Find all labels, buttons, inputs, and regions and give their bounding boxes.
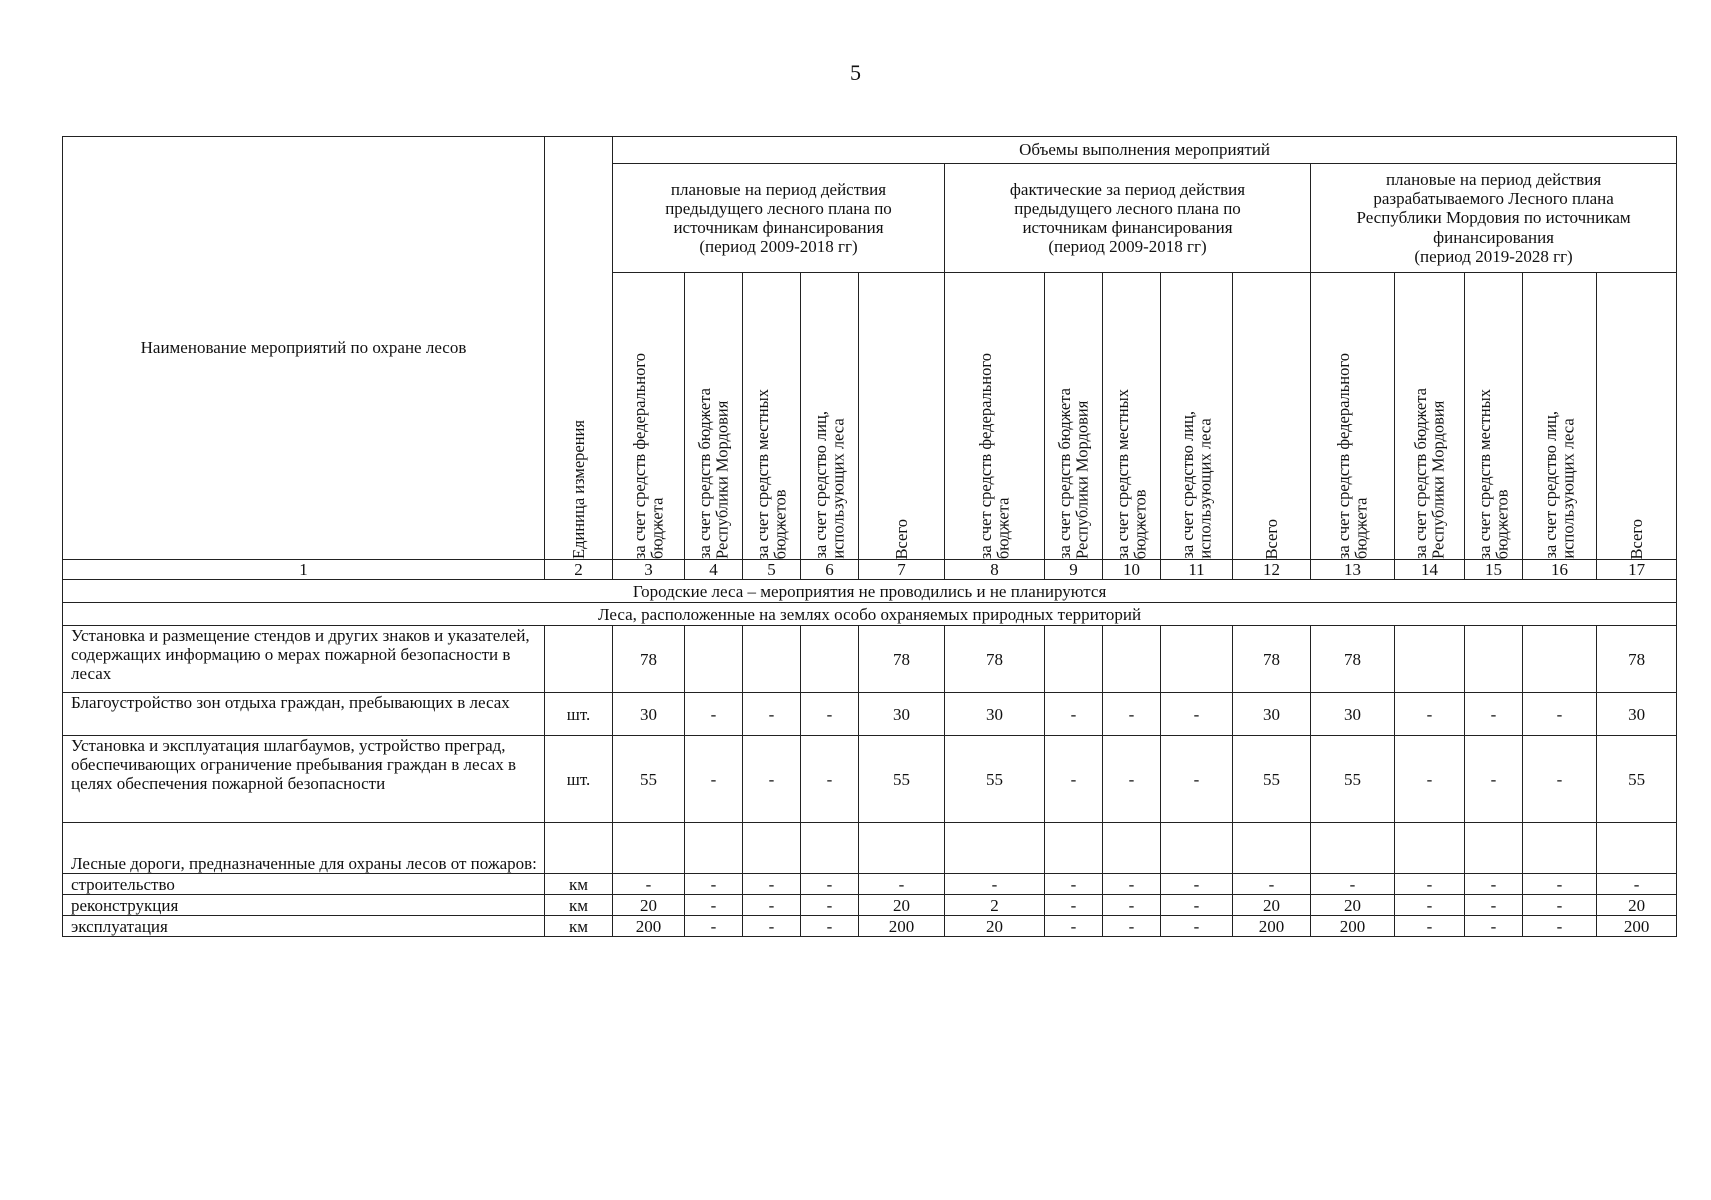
value-cell: - xyxy=(1523,693,1597,736)
column-number: 10 xyxy=(1103,560,1161,580)
value-cell: 20 xyxy=(945,916,1045,937)
unit-cell xyxy=(545,626,613,693)
section-city-forests: Городские леса – мероприятия не проводились и не планируются xyxy=(63,580,1677,603)
value-cell: - xyxy=(1161,874,1233,895)
sub-header-regional: за счет средств бюджета Республики Мордовия xyxy=(1395,273,1465,560)
table-row xyxy=(63,823,1677,874)
unit-cell xyxy=(545,823,613,874)
value-cell xyxy=(945,823,1045,874)
column-number: 12 xyxy=(1233,560,1311,580)
value-cell: - xyxy=(1395,736,1465,823)
value-cell: - xyxy=(685,693,743,736)
table-row xyxy=(63,874,1677,895)
table-row xyxy=(63,916,1677,937)
value-cell: - xyxy=(801,874,859,895)
column-number: 6 xyxy=(801,560,859,580)
column-number: 16 xyxy=(1523,560,1597,580)
value-cell: - xyxy=(801,693,859,736)
value-cell: - xyxy=(1161,736,1233,823)
column-number: 11 xyxy=(1161,560,1233,580)
value-cell xyxy=(801,626,859,693)
value-cell: 30 xyxy=(859,693,945,736)
sub-header-local: за счет средств местных бюджетов xyxy=(1103,273,1161,560)
value-cell xyxy=(1103,823,1161,874)
value-cell: - xyxy=(1103,874,1161,895)
sub-header-federal: за счет средств федерального бюджета xyxy=(1311,273,1395,560)
table-row xyxy=(63,895,1677,916)
value-cell: 2 xyxy=(945,895,1045,916)
page-number: 5 xyxy=(850,60,861,85)
value-cell xyxy=(1161,626,1233,693)
value-cell xyxy=(801,823,859,874)
value-cell xyxy=(685,626,743,693)
value-cell: - xyxy=(1395,916,1465,937)
sub-header-local: за счет средств местных бюджетов xyxy=(743,273,801,560)
column-number: 5 xyxy=(743,560,801,580)
table-row xyxy=(63,693,1677,736)
value-cell xyxy=(1523,626,1597,693)
value-cell: - xyxy=(1395,895,1465,916)
value-cell: - xyxy=(1395,693,1465,736)
value-cell xyxy=(1395,823,1465,874)
value-cell: 200 xyxy=(1597,916,1677,937)
value-cell xyxy=(1045,626,1103,693)
value-cell: - xyxy=(1465,874,1523,895)
value-cell: 30 xyxy=(1311,693,1395,736)
value-cell: - xyxy=(1233,874,1311,895)
value-cell: - xyxy=(1465,693,1523,736)
value-cell: 200 xyxy=(613,916,685,937)
value-cell: - xyxy=(1523,874,1597,895)
value-cell: 55 xyxy=(1233,736,1311,823)
activity-name: эксплуатация xyxy=(63,916,545,937)
value-cell: - xyxy=(1465,736,1523,823)
value-cell: 78 xyxy=(613,626,685,693)
sub-header-users: за счет средство лиц, использующих леса xyxy=(1161,273,1233,560)
value-cell: - xyxy=(1103,895,1161,916)
forest-protection-table xyxy=(62,136,1677,937)
value-cell: - xyxy=(1465,916,1523,937)
value-cell xyxy=(1045,823,1103,874)
value-cell: - xyxy=(685,736,743,823)
value-cell xyxy=(1395,626,1465,693)
value-cell: 30 xyxy=(1233,693,1311,736)
value-cell xyxy=(743,823,801,874)
value-cell: - xyxy=(613,874,685,895)
value-cell xyxy=(1311,823,1395,874)
column-number: 7 xyxy=(859,560,945,580)
column-number: 8 xyxy=(945,560,1045,580)
value-cell xyxy=(1103,626,1161,693)
value-cell: - xyxy=(859,874,945,895)
value-cell: - xyxy=(1045,693,1103,736)
unit-header: Единица измерения xyxy=(545,137,613,560)
column-number: 14 xyxy=(1395,560,1465,580)
value-cell: 20 xyxy=(1597,895,1677,916)
value-cell: - xyxy=(1523,916,1597,937)
value-cell xyxy=(1597,823,1677,874)
value-cell: - xyxy=(1103,693,1161,736)
value-cell: - xyxy=(685,874,743,895)
value-cell: 78 xyxy=(1311,626,1395,693)
value-cell xyxy=(685,823,743,874)
activity-name: Лесные дороги, предназначенные для охраны лесов от пожаров: xyxy=(63,823,545,874)
value-cell: 20 xyxy=(1233,895,1311,916)
volumes-header: Объемы выполнения мероприятий xyxy=(613,137,1677,164)
value-cell xyxy=(1233,823,1311,874)
value-cell: 55 xyxy=(859,736,945,823)
value-cell: 30 xyxy=(613,693,685,736)
value-cell: - xyxy=(1045,736,1103,823)
section-row xyxy=(63,580,1677,603)
value-cell: - xyxy=(1161,693,1233,736)
unit-cell: шт. xyxy=(545,736,613,823)
column-number: 17 xyxy=(1597,560,1677,580)
value-cell: - xyxy=(945,874,1045,895)
value-cell: - xyxy=(1597,874,1677,895)
value-cell: - xyxy=(743,895,801,916)
column-number: 2 xyxy=(545,560,613,580)
value-cell: - xyxy=(1103,736,1161,823)
value-cell: - xyxy=(1045,916,1103,937)
table-row xyxy=(63,626,1677,693)
value-cell: - xyxy=(801,895,859,916)
column-number: 3 xyxy=(613,560,685,580)
sub-header-total: Всего xyxy=(859,273,945,560)
value-cell xyxy=(613,823,685,874)
value-cell xyxy=(1523,823,1597,874)
activity-header: Наименование мероприятий по охране лесов xyxy=(63,137,545,560)
value-cell: - xyxy=(1103,916,1161,937)
value-cell xyxy=(743,626,801,693)
value-cell: 30 xyxy=(945,693,1045,736)
value-cell: 55 xyxy=(613,736,685,823)
value-cell: 78 xyxy=(1597,626,1677,693)
value-cell: - xyxy=(1523,736,1597,823)
sub-header-users: за счет средство лиц, использующих леса xyxy=(801,273,859,560)
value-cell: - xyxy=(1045,895,1103,916)
table-row xyxy=(63,736,1677,823)
activity-name: Установка и эксплуатация шлагбаумов, устройство преград, обеспечивающих ограничение пребывания граждан в лесах в целях обеспечения пожарной безопасности xyxy=(63,736,545,823)
value-cell: 200 xyxy=(1311,916,1395,937)
sub-header-federal: за счет средств федерального бюджета xyxy=(945,273,1045,560)
value-cell: 200 xyxy=(1233,916,1311,937)
value-cell: - xyxy=(743,916,801,937)
sub-header-users: за счет средство лиц, использующих леса xyxy=(1523,273,1597,560)
value-cell: - xyxy=(685,916,743,937)
value-cell xyxy=(1465,823,1523,874)
value-cell: - xyxy=(801,916,859,937)
value-cell: - xyxy=(1161,895,1233,916)
value-cell: 200 xyxy=(859,916,945,937)
value-cell: 20 xyxy=(613,895,685,916)
unit-cell: км xyxy=(545,916,613,937)
activity-name: реконструкция xyxy=(63,895,545,916)
value-cell: - xyxy=(1523,895,1597,916)
value-cell: 20 xyxy=(1311,895,1395,916)
value-cell: - xyxy=(743,874,801,895)
value-cell: 78 xyxy=(945,626,1045,693)
activity-name: строительство xyxy=(63,874,545,895)
sub-header-total: Всего xyxy=(1597,273,1677,560)
column-number: 9 xyxy=(1045,560,1103,580)
value-cell: - xyxy=(1311,874,1395,895)
column-number: 1 xyxy=(63,560,545,580)
activity-name: Благоустройство зон отдыха граждан, пребывающих в лесах xyxy=(63,693,545,736)
section-protected-areas: Леса, расположенные на землях особо охраняемых природных территорий xyxy=(63,603,1677,626)
sub-header-local: за счет средств местных бюджетов xyxy=(1465,273,1523,560)
value-cell: 78 xyxy=(1233,626,1311,693)
value-cell xyxy=(1161,823,1233,874)
section-row xyxy=(63,603,1677,626)
value-cell: - xyxy=(743,736,801,823)
value-cell: - xyxy=(685,895,743,916)
value-cell: 20 xyxy=(859,895,945,916)
unit-cell: шт. xyxy=(545,693,613,736)
value-cell: - xyxy=(743,693,801,736)
value-cell: 55 xyxy=(945,736,1045,823)
value-cell: - xyxy=(1395,874,1465,895)
value-cell: 78 xyxy=(859,626,945,693)
value-cell xyxy=(859,823,945,874)
unit-cell: км xyxy=(545,895,613,916)
sub-header-regional: за счет средств бюджета Республики Мордовия xyxy=(685,273,743,560)
unit-cell: км xyxy=(545,874,613,895)
group-planned-prev-header: плановые на период действия предыдущего лесного плана по источникам финансирования (период 2009-2018 гг) xyxy=(613,164,945,273)
value-cell: - xyxy=(1465,895,1523,916)
column-number: 13 xyxy=(1311,560,1395,580)
sub-header-regional: за счет средств бюджета Республики Мордовия xyxy=(1045,273,1103,560)
value-cell: - xyxy=(1045,874,1103,895)
activity-name: Установка и размещение стендов и других знаков и указателей, содержащих информацию о мерах пожарной безопасности в лесах xyxy=(63,626,545,693)
value-cell: - xyxy=(1161,916,1233,937)
group-planned-new-header: плановые на период действия разрабатываемого Лесного плана Республики Мордовия по источникам финансирования (период 2019-2028 гг) xyxy=(1311,164,1677,273)
value-cell: 55 xyxy=(1597,736,1677,823)
column-number: 15 xyxy=(1465,560,1523,580)
sub-header-federal: за счет средств федерального бюджета xyxy=(613,273,685,560)
value-cell xyxy=(1465,626,1523,693)
value-cell: 30 xyxy=(1597,693,1677,736)
column-numbers-row xyxy=(63,560,1677,580)
sub-header-total: Всего xyxy=(1233,273,1311,560)
column-number: 4 xyxy=(685,560,743,580)
group-actual-prev-header: фактические за период действия предыдущего лесного плана по источникам финансирования (период 2009-2018 гг) xyxy=(945,164,1311,273)
value-cell: - xyxy=(801,736,859,823)
value-cell: 55 xyxy=(1311,736,1395,823)
